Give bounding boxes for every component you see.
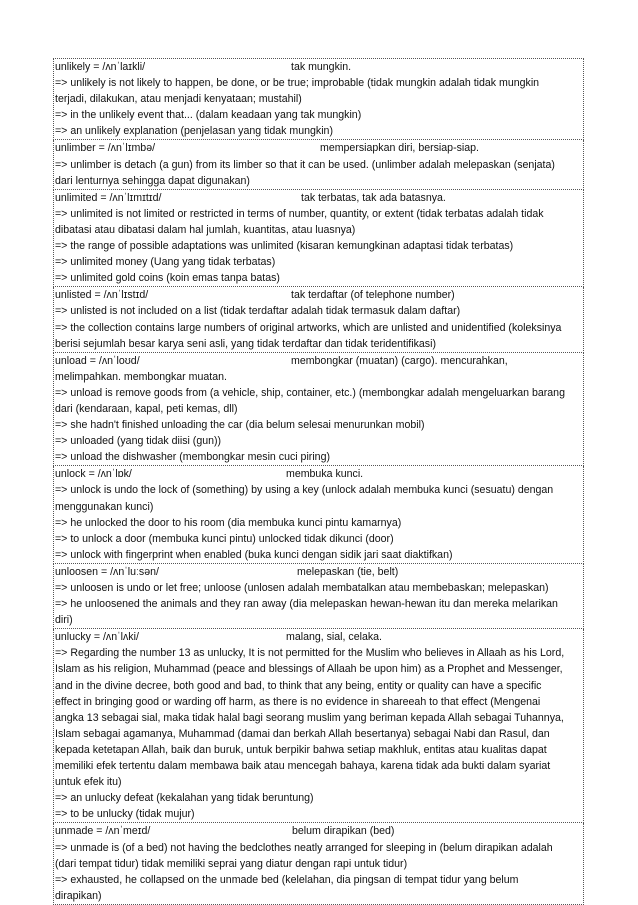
definition-line: => unlock with fingerprint when enabled (buka kunci dengan sidik jari saat diaktifkan) bbox=[55, 548, 453, 561]
dictionary-entry bbox=[53, 353, 584, 467]
definition-line: => she hadn't finished unloading the car (dia belum selesai menurunkan mobil) bbox=[55, 419, 425, 432]
definition-line: melimpahkan. membongkar muatan. bbox=[55, 370, 227, 383]
definition-line: => unloaded (yang tidak diisi (gun)) bbox=[55, 435, 222, 448]
entry-headline bbox=[55, 59, 582, 75]
definition-line: => Regarding the number 13 as unlucky, It is not permitted for the Muslim who believes in Allaah as his Lord, bbox=[55, 647, 565, 660]
definition-line: Islam as his religion, Muhammad (peace and blessings of Allaah be upon him) as a Prophet and Messenger, bbox=[55, 663, 563, 676]
headword-pronunciation: unlimited = /ʌnˈlɪmɪtɪd/ bbox=[55, 191, 162, 204]
headword-gloss: tak terdaftar (of telephone number) bbox=[291, 289, 455, 302]
definition-line: => to unlock a door (membuka kunci pintu) unlocked tidak dikunci (door) bbox=[55, 532, 394, 545]
headword-gloss: malang, sial, celaka. bbox=[286, 631, 382, 644]
dictionary-entry bbox=[53, 564, 584, 629]
definition-line: berisi sejumlah besar karya seni asli, yang tidak terdaftar dan tidak teridentifikasi) bbox=[55, 337, 436, 350]
definition-line: terjadi, dilakukan, atau menjadi kenyataan; mustahil) bbox=[55, 93, 302, 106]
headword-gloss: membuka kunci. bbox=[286, 468, 364, 481]
entry-headline bbox=[55, 564, 582, 580]
definition-line: => an unlucky defeat (kekalahan yang tidak beruntung) bbox=[55, 792, 314, 805]
definition-line: untuk efek itu) bbox=[55, 776, 122, 789]
definition-line: => to be unlucky (tidak mujur) bbox=[55, 808, 195, 821]
definition-line: => an unlikely explanation (penjelasan yang tidak mungkin) bbox=[55, 125, 333, 138]
definition-line: dirapikan) bbox=[55, 889, 102, 902]
headword-gloss: melepaskan (tie, belt) bbox=[297, 565, 399, 578]
dictionary-entry bbox=[53, 287, 584, 352]
definition-line: angka 13 sebagai sial, maka tidak halal bagi seorang muslim yang beriman kepada Allah sebagai Tuhannya, bbox=[55, 711, 564, 724]
definition-line: => unlisted is not included on a list (tidak terdaftar adalah tidak termasuk dalam daftar) bbox=[55, 305, 461, 318]
dictionary-entry bbox=[53, 140, 584, 189]
definition-line: (dari tempat tidur) tidak memiliki seprai yang diatur dengan rapi untuk tidur) bbox=[55, 857, 408, 870]
definition-line: => he unloosened the animals and they ran away (dia melepaskan hewan-hewan itu dan mereka melarikan bbox=[55, 598, 558, 611]
definition-line: => unload the dishwasher (membongkar mesin cuci piring) bbox=[55, 451, 330, 464]
entry-headline bbox=[55, 287, 582, 303]
definition-line: memiliki efek tertentu dalam membawa baik atau mencegah bahaya, karena tidak ada bukti dalam syariat bbox=[55, 760, 551, 773]
definition-line: => unlikely is not likely to happen, be done, or be true; improbable (tidak mungkin adalah tidak mungkin bbox=[55, 77, 540, 90]
headword-gloss: belum dirapikan (bed) bbox=[292, 825, 395, 838]
headword-pronunciation: unlikely = /ʌnˈlaɪkli/ bbox=[55, 61, 146, 73]
definition-line: dibatasi atau dibatasi dalam hal jumlah, kuantitas, atau luasnya) bbox=[55, 223, 356, 236]
entry-headline bbox=[55, 190, 582, 206]
headword-pronunciation: unlock = /ʌnˈlɒk/ bbox=[55, 468, 132, 481]
definition-line: dari (kendaraan, kapal, peti kemas, dll) bbox=[55, 402, 238, 415]
entry-headline bbox=[55, 466, 582, 482]
definition-line: => unlock is undo the lock of (something) by using a key (unlock adalah membuka kunci (sesuatu) dengan bbox=[55, 484, 554, 497]
entry-headline bbox=[55, 823, 582, 839]
definition-line: => unlimited is not limited or restricted in terms of number, quantity, or extent (tidak terbatas adalah tidak bbox=[55, 207, 544, 220]
headword-pronunciation: unlucky = /ʌnˈlʌki/ bbox=[55, 631, 139, 644]
entry-headline bbox=[55, 140, 582, 156]
dictionary-entry bbox=[53, 823, 584, 904]
headword-gloss: tak mungkin. bbox=[291, 61, 352, 73]
definition-line: effect in bringing good or warding off harm, as there is no evidence in shareeah to that effect (Mengenai bbox=[55, 695, 541, 708]
definition-line: and in the divine decree, both good and bad, to think that any being, entity or quality can have a specific bbox=[55, 679, 542, 692]
dictionary-entry bbox=[53, 190, 584, 288]
definition-line: => in the unlikely event that... (dalam keadaan yang tak mungkin) bbox=[55, 109, 362, 122]
headword-pronunciation: unmade = /ʌnˈmeɪd/ bbox=[55, 825, 151, 838]
definition-line: kepada ketetapan Allah, baik dan buruk, untuk berpikir bahwa setiap makhluk, entitas atau kualitas dapat bbox=[55, 743, 547, 756]
headword-gloss: membongkar (muatan) (cargo). mencurahkan, bbox=[291, 354, 508, 367]
definition-line: => unlimber is detach (a gun) from its limber so that it can be used. (unlimber adalah melepaskan (senjata) bbox=[55, 158, 555, 171]
definition-line: => the collection contains large numbers of original artworks, which are unlisted and unidentified (koleksinya bbox=[55, 321, 562, 334]
headword-pronunciation: unloosen = /ʌnˈluːsən/ bbox=[55, 565, 159, 578]
dictionary-entry bbox=[53, 629, 584, 823]
definition-line: dari lenturnya sehingga dapat digunakan) bbox=[55, 174, 250, 187]
entry-headline bbox=[55, 629, 582, 645]
headword-gloss: mempersiapkan diri, bersiap-siap. bbox=[320, 142, 479, 155]
definition-line: Islam sebagai agamanya, Muhammad (damai dan berkah Allah besertanya) sebagai Nabi dan Rasul, dan bbox=[55, 727, 550, 740]
dictionary-page bbox=[53, 58, 584, 905]
definition-line: => unload is remove goods from (a vehicle, ship, container, etc.) (membongkar adalah mengeluarkan barang bbox=[55, 386, 565, 399]
definition-line: => the range of possible adaptations was unlimited (kisaran kemungkinan adaptasi tidak terbatas) bbox=[55, 240, 514, 253]
definition-line: => unlimited gold coins (koin emas tanpa batas) bbox=[55, 272, 280, 285]
definition-line: => exhausted, he collapsed on the unmade bed (kelelahan, dia pingsan di tempat tidur yang belum bbox=[55, 873, 519, 886]
definition-line: => unlimited money (Uang yang tidak terbatas) bbox=[55, 256, 276, 269]
definition-line: => unmade is (of a bed) not having the bedclothes neatly arranged for sleeping in (belum dirapikan adalah bbox=[55, 841, 553, 854]
headword-pronunciation: unload = /ʌnˈloʊd/ bbox=[55, 354, 140, 367]
headword-gloss: tak terbatas, tak ada batasnya. bbox=[301, 191, 446, 204]
definition-line: => unloosen is undo or let free; unloose (unlosen adalah membatalkan atau membebaskan; melepaskan) bbox=[55, 582, 549, 594]
headword-pronunciation: unlimber = /ʌnˈlɪmbə/ bbox=[55, 142, 156, 155]
headword-pronunciation: unlisted = /ʌnˈlɪstɪd/ bbox=[55, 289, 149, 302]
definition-line: menggunakan kunci) bbox=[55, 500, 154, 513]
dictionary-entry bbox=[53, 466, 584, 564]
dictionary-entry bbox=[53, 58, 584, 140]
definition-line: => he unlocked the door to his room (dia membuka kunci pintu kamarnya) bbox=[55, 516, 402, 529]
definition-line: diri) bbox=[55, 614, 73, 627]
entry-headline bbox=[55, 353, 582, 369]
